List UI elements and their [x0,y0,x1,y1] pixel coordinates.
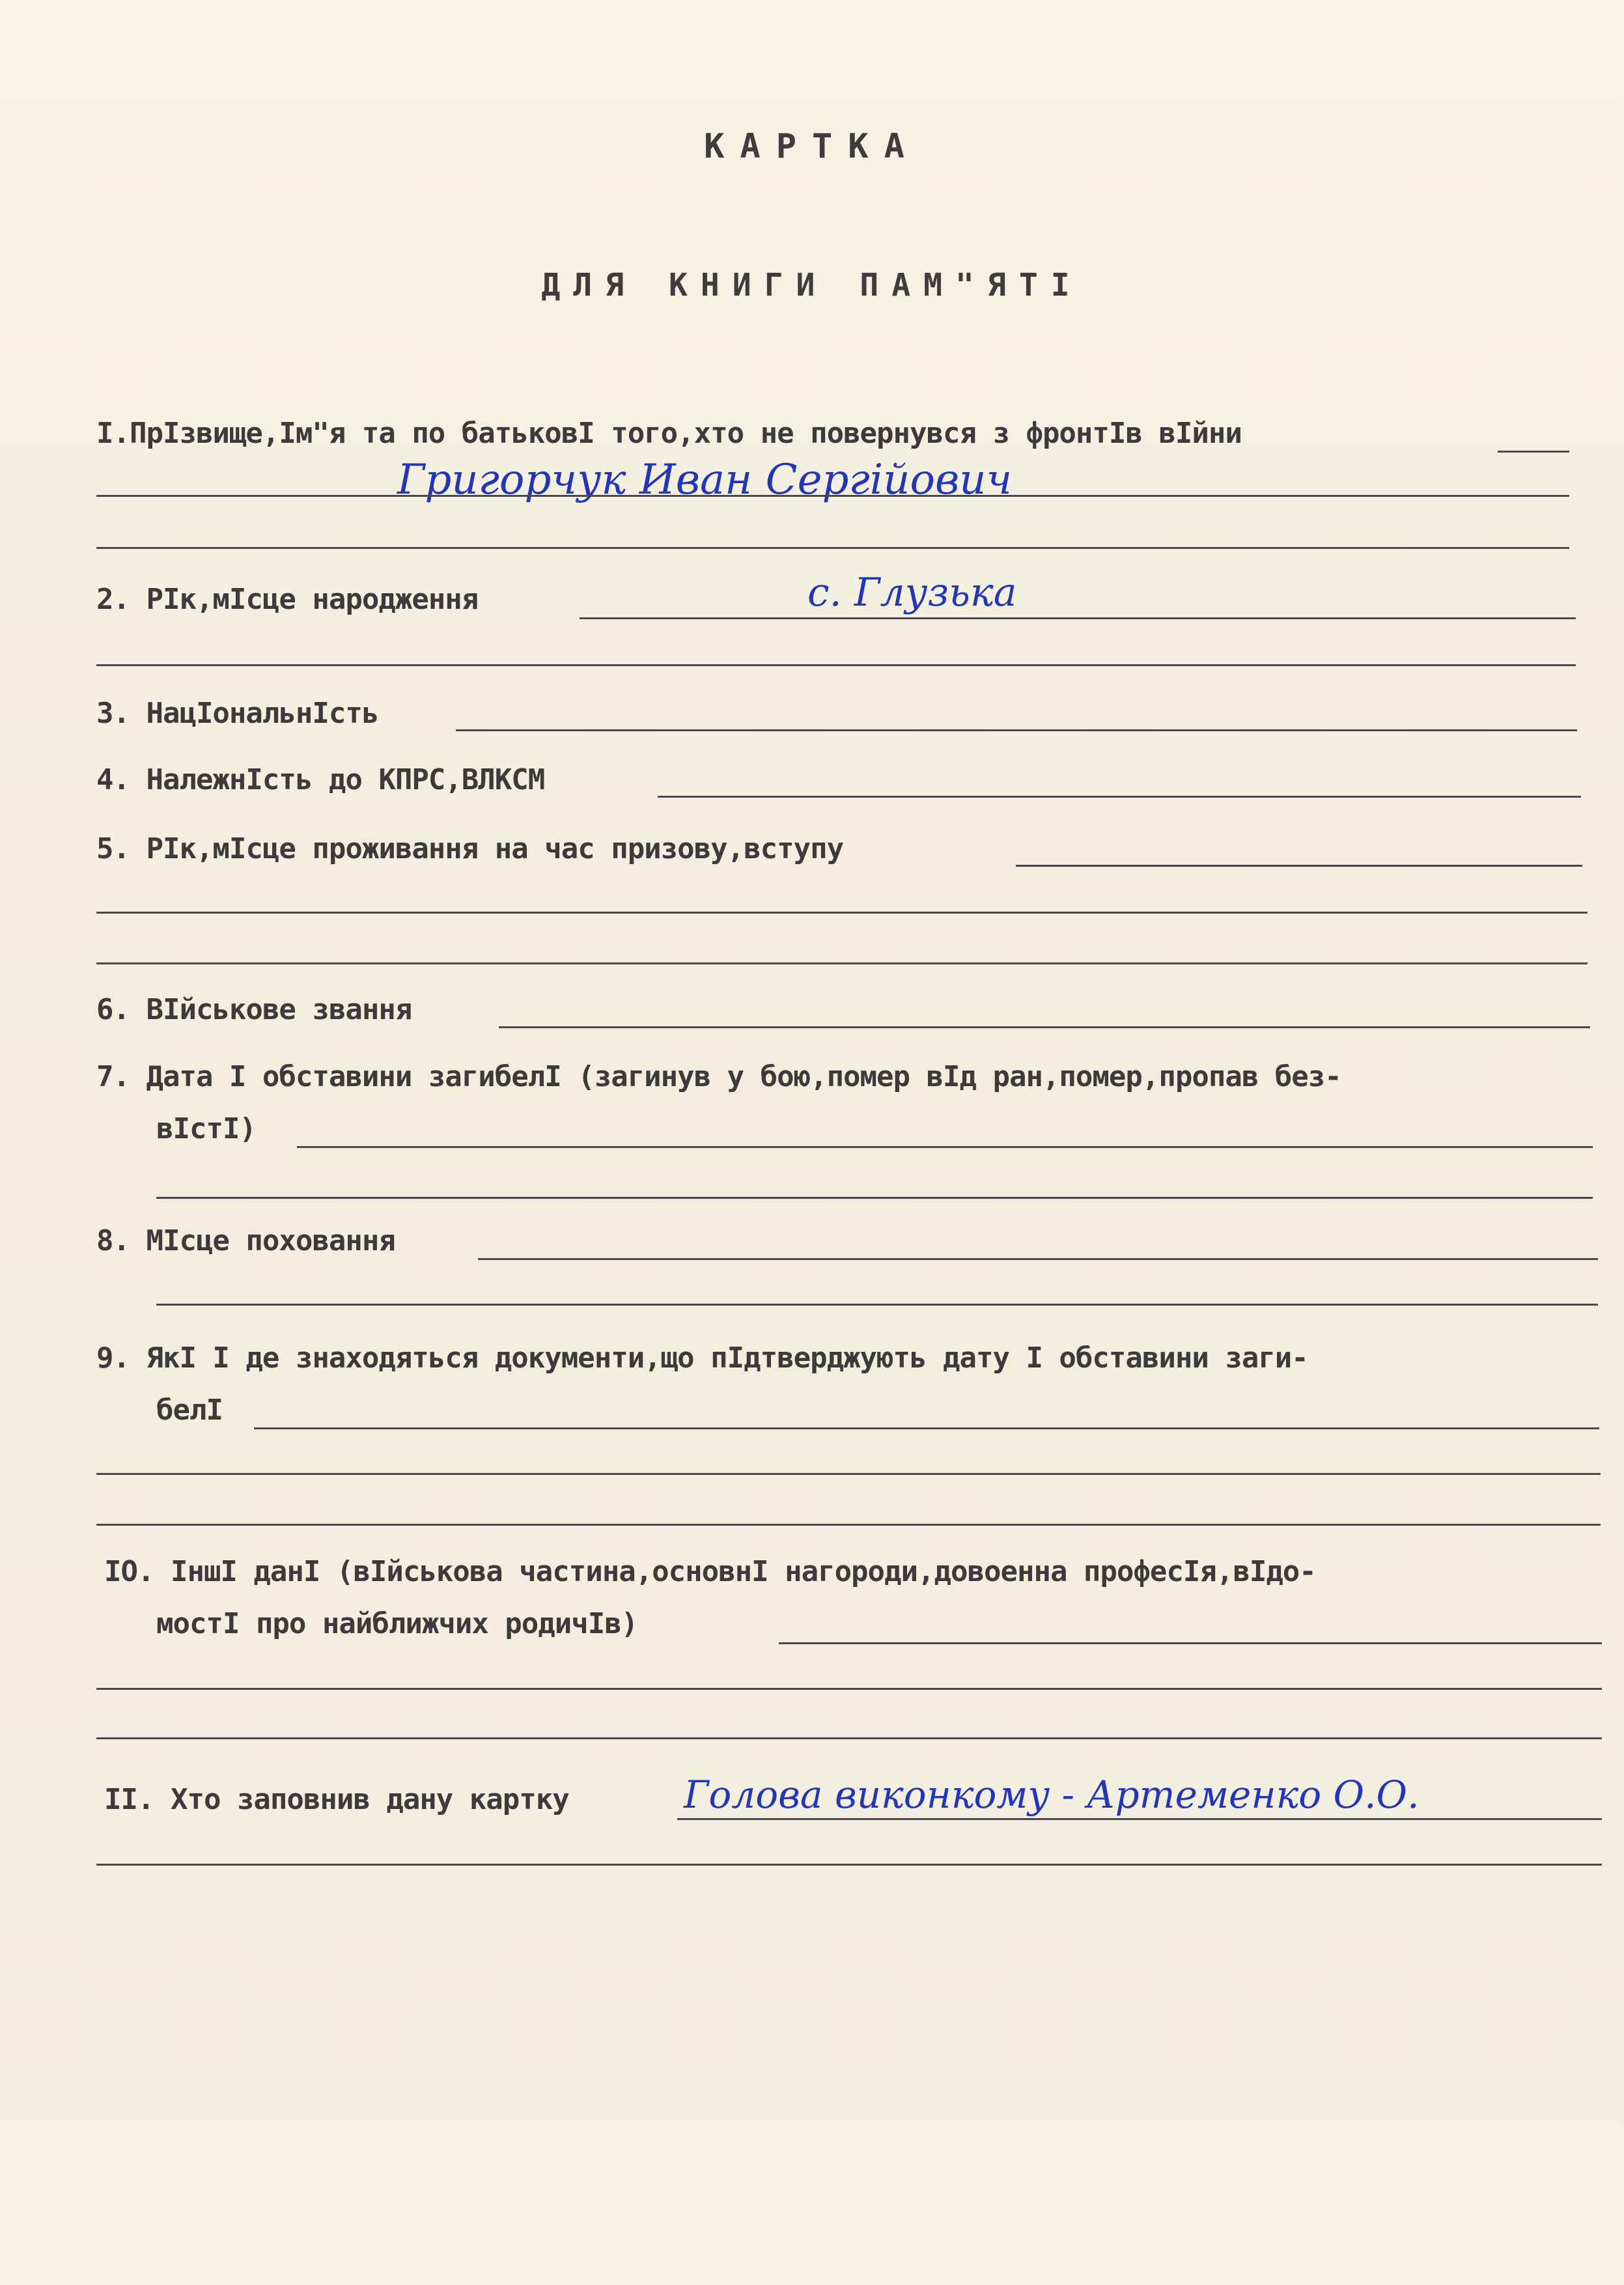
field-9-rule [254,1427,1599,1429]
field-9-rule-2 [96,1473,1601,1475]
field-6-label: 6. ВІйськове звання [96,993,412,1026]
field-7-rule-2 [156,1197,1593,1199]
field-4-label: 4. НалежнІсть до КПРС,ВЛКСМ [96,763,545,796]
field-2-rule [580,617,1576,619]
field-4-rule [658,796,1581,798]
field-2-rule-2 [96,664,1576,666]
field-7-label-line-1: 7. Дата І обставини загибелІ (загинув у бою,помер вІд ран,помер,пропав без- [96,1060,1341,1093]
field-7-label-line-2: вІстІ) [156,1112,256,1145]
card-subtitle: ДЛЯ КНИГИ ПАМ"ЯТІ [541,267,1083,303]
field-8-rule [478,1258,1598,1260]
field-1-rule-3 [96,547,1569,549]
field-10-label-line-1: ІО. ІншІ данІ (вІйськова частина,основнІ нагороди,довоенна професІя,вІдо- [104,1555,1316,1588]
handwritten-birthplace: с. Глузька [807,570,1017,615]
field-10-rule [779,1642,1602,1644]
field-10-rule-2 [96,1688,1602,1690]
field-3-label: 3. НацІональнІсть [96,697,379,730]
field-5-label: 5. РІк,мІсце проживання на час призову,вступу [96,832,844,865]
handwritten-filled-by: Голова виконкому - Артеменко О.О. [684,1773,1420,1817]
field-11-rule-2 [96,1864,1602,1866]
field-5-rule-3 [96,962,1588,964]
field-5-rule-2 [96,912,1588,914]
field-10-rule-3 [96,1737,1602,1739]
field-9-label-line-1: 9. ЯкІ І де знаходяться документи,що пІдтверджують дату І обставини заги- [96,1341,1308,1375]
handwritten-name: Григорчук Иван Сергійович [397,456,1013,504]
field-10-label-line-2: мостІ про найближчих родичІв) [156,1607,638,1640]
field-2-label: 2. РІк,мІсце народження [96,583,479,616]
field-11-rule [677,1818,1602,1820]
field-8-rule-2 [156,1304,1598,1306]
field-6-rule [499,1026,1590,1028]
field-1-rule [1498,451,1569,453]
field-5-rule [1016,865,1582,867]
field-9-label-line-2: белІ [156,1394,223,1427]
field-3-rule [456,729,1577,731]
card-title: КАРТКА [704,127,920,166]
field-1-rule-2 [96,495,1569,497]
field-8-label: 8. МІсце поховання [96,1224,395,1257]
field-1-label: І.ПрІзвище,Ім"я та по батьковІ того,хто не повернувся з фронтІв вІйни [96,417,1242,450]
field-11-label: ІІ. Хто заповнив дану картку [104,1783,569,1816]
field-7-rule [297,1146,1593,1148]
field-9-rule-3 [96,1524,1601,1526]
